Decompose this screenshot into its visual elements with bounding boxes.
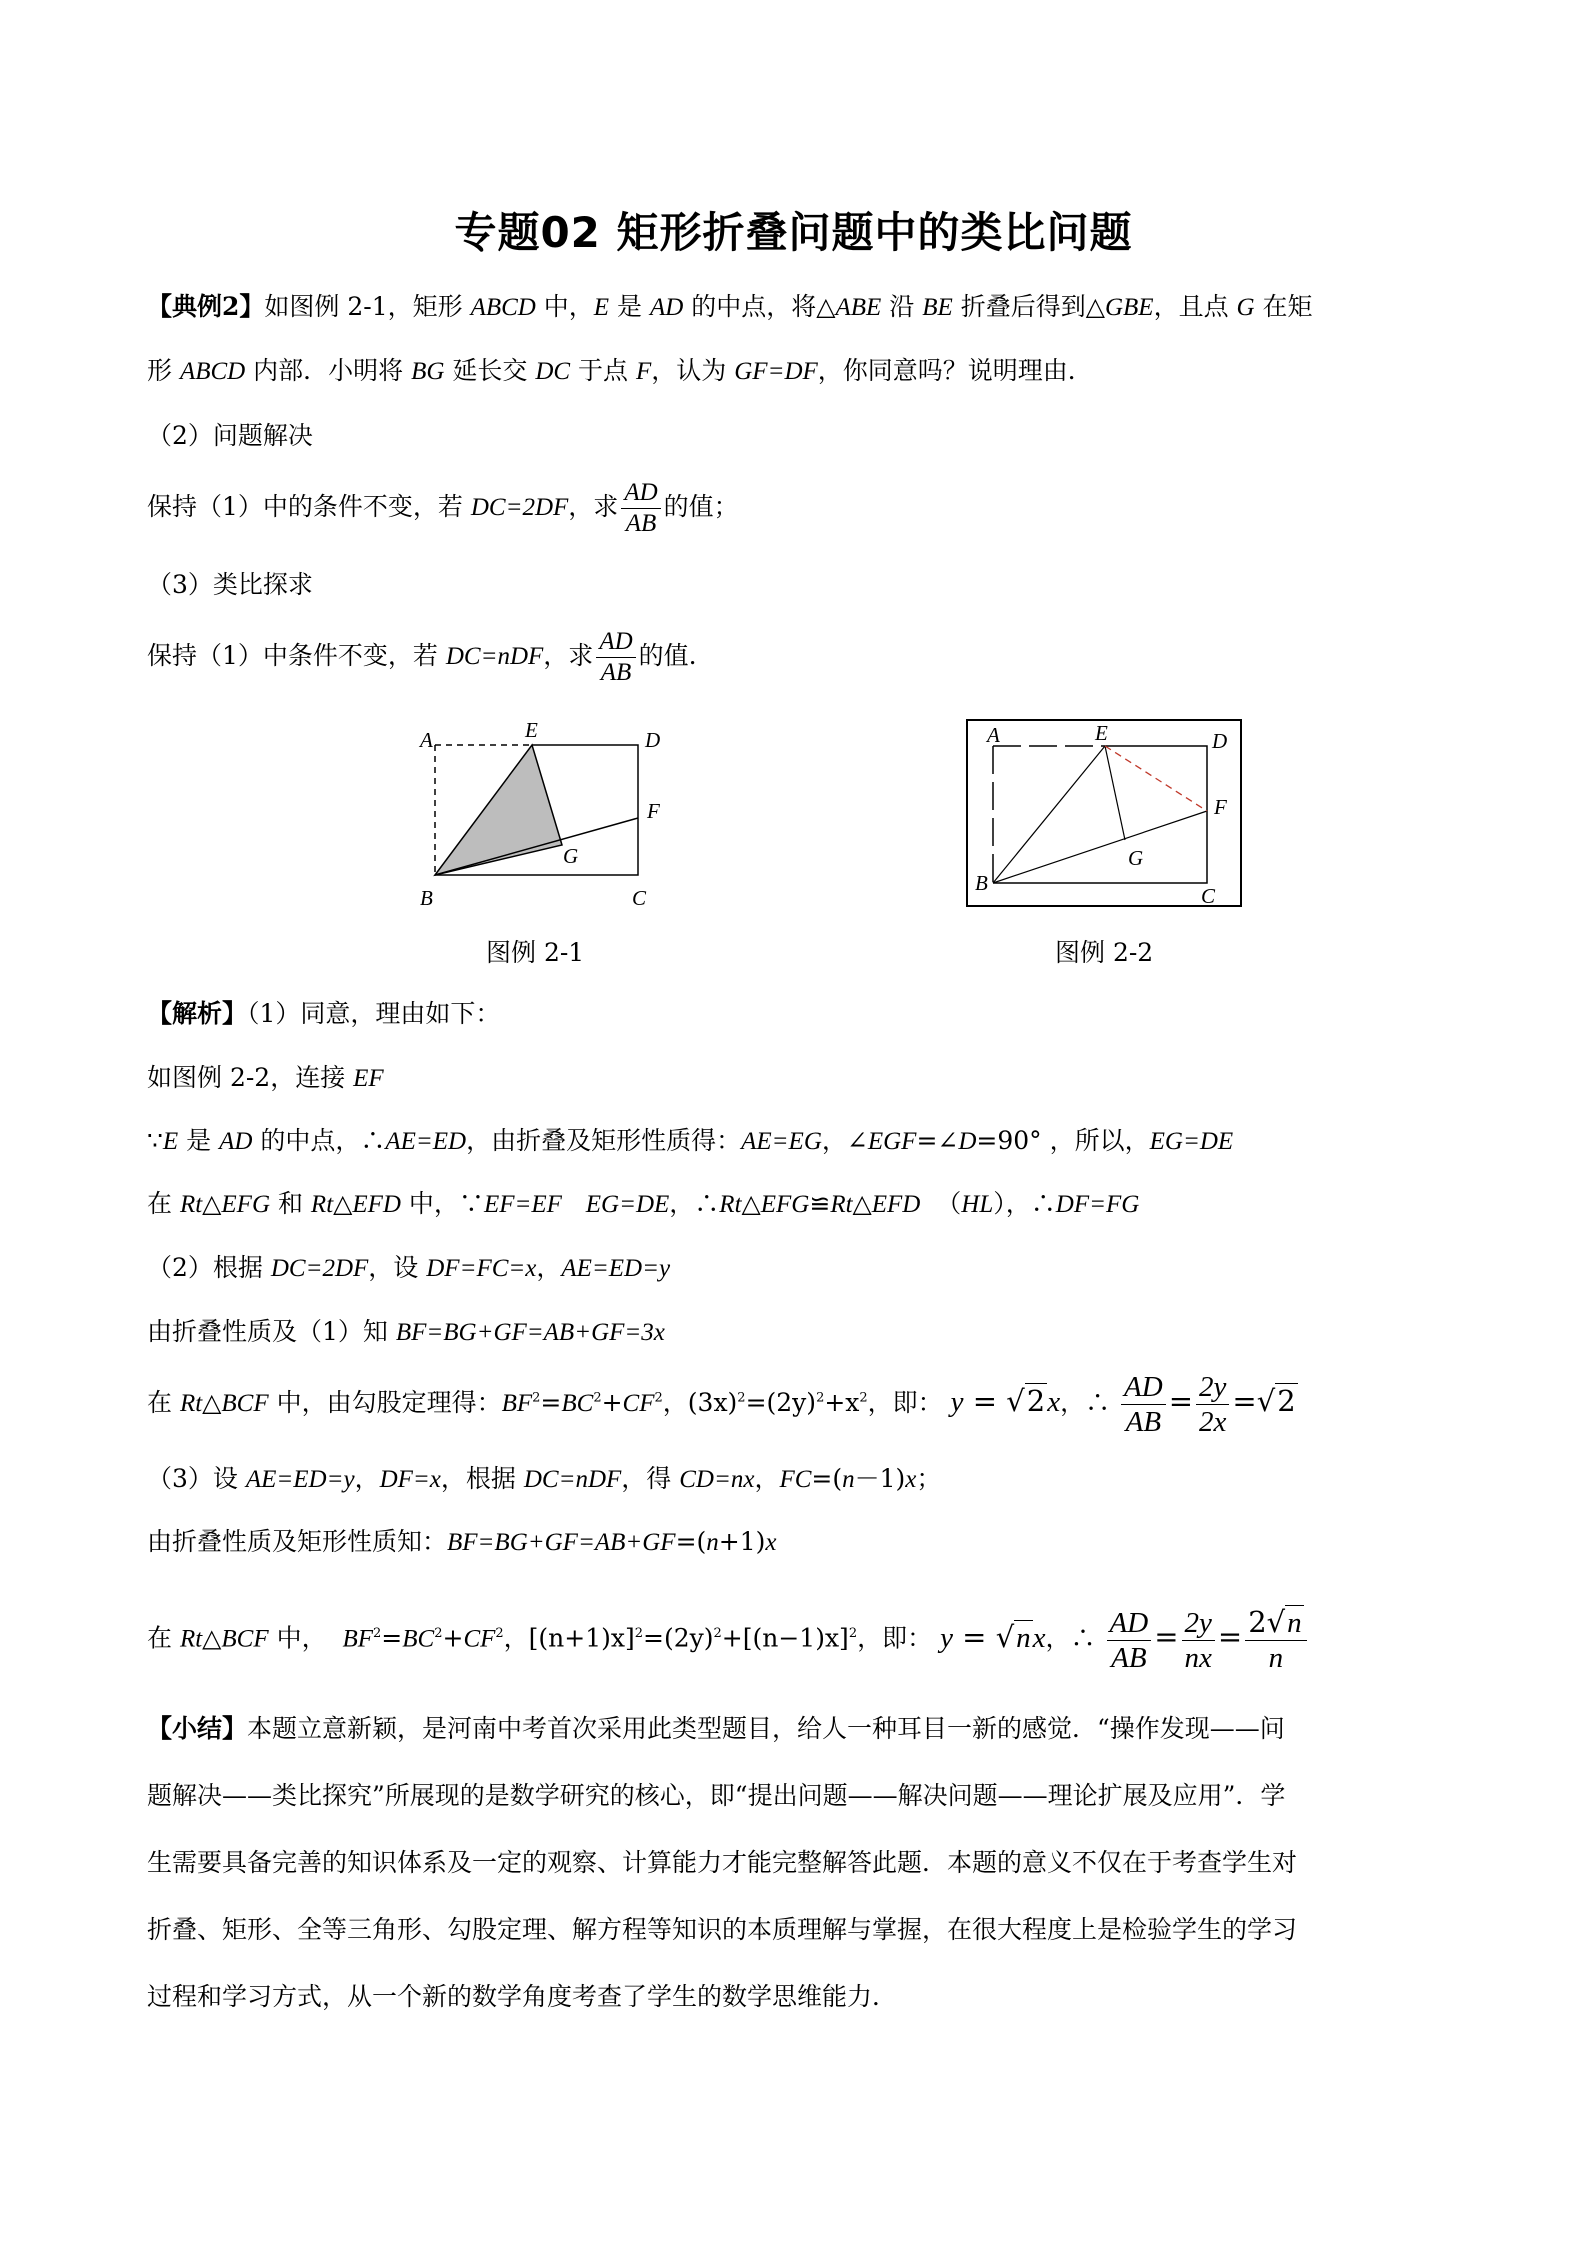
math: E <box>593 294 610 321</box>
text: 2 <box>1248 1605 1267 1639</box>
math: D <box>958 1128 977 1155</box>
denominator: AB <box>1111 1641 1147 1674</box>
text: +[(n−1)x] <box>721 1623 849 1653</box>
superscript: 2 <box>737 1390 746 1406</box>
text: ，[(n+1)x] <box>503 1623 635 1653</box>
numerator: AD <box>621 478 660 509</box>
math: BE <box>922 294 953 321</box>
text: ，认为 <box>651 356 735 385</box>
text: 的中点，将△ <box>683 292 836 321</box>
text: = <box>963 1384 1007 1418</box>
text: ， <box>754 1464 780 1493</box>
label-e: E <box>1095 721 1108 745</box>
math: Rt <box>179 1191 203 1218</box>
math: x <box>905 1466 917 1493</box>
math: AE=ED=y <box>561 1255 671 1282</box>
math: EF <box>353 1065 384 1092</box>
text: +x <box>824 1388 860 1417</box>
superscript: 2 <box>654 1390 663 1406</box>
text: △ <box>852 1189 872 1218</box>
text: 的中点，∴ <box>252 1126 386 1155</box>
line-eg <box>1105 746 1125 840</box>
label-g: G <box>563 844 579 868</box>
superscript: 2 <box>532 1390 541 1406</box>
label-a: A <box>420 728 433 752</box>
superscript: 2 <box>495 1626 504 1642</box>
text: = <box>381 1623 403 1653</box>
fraction <box>1107 1606 1152 1675</box>
math: ABE <box>835 294 882 321</box>
denominator: AB <box>1125 1406 1162 1438</box>
label-d: D <box>1212 729 1228 753</box>
text: + <box>442 1623 464 1653</box>
math: FC <box>779 1466 812 1493</box>
label-f: F <box>647 799 660 823</box>
math: ABCD <box>179 358 246 385</box>
text: = <box>1168 1384 1194 1418</box>
solution-line-1 <box>147 997 500 1031</box>
superscript: 2 <box>434 1626 443 1642</box>
text: ，求 <box>543 641 594 670</box>
math: EFG <box>221 1191 271 1218</box>
text: 延长交 <box>444 356 536 385</box>
math: E <box>162 1128 179 1155</box>
sqrt: √2 <box>1256 1384 1296 1418</box>
text: ，∴ <box>669 1189 720 1218</box>
numerator: AD <box>1107 1606 1152 1641</box>
math: Rt <box>719 1191 742 1218</box>
solution-line-8 <box>147 1462 941 1497</box>
text: =(2y) <box>745 1388 817 1417</box>
text: （2）根据 <box>147 1253 271 1282</box>
label-e: E <box>525 718 538 742</box>
part2-heading: （2）问题解决 <box>147 421 313 450</box>
summary-line-1 <box>147 1712 1285 1746</box>
text: =(2y) <box>643 1623 714 1653</box>
math: EFD <box>352 1191 401 1218</box>
math: CF <box>622 1390 655 1417</box>
math: BG <box>411 358 445 385</box>
label-b: B <box>420 886 433 910</box>
text: +1) <box>718 1527 766 1556</box>
math: DC=2DF <box>470 494 569 521</box>
solution-line-7 <box>147 1370 1298 1439</box>
numerator: 2y <box>1196 1370 1229 1405</box>
radicand: n <box>1287 1607 1302 1639</box>
text: = <box>1217 1619 1243 1654</box>
math: BF <box>501 1390 533 1417</box>
summary-tag: 【小结】 <box>147 1714 248 1743</box>
math: EFD <box>871 1191 921 1218</box>
text: （3）设 <box>147 1464 246 1493</box>
text: + <box>601 1388 623 1417</box>
math: EFG <box>760 1191 810 1218</box>
text: 如图例 2-1，矩形 <box>264 292 471 321</box>
text <box>562 1189 586 1218</box>
math: AE=ED=y <box>245 1466 355 1493</box>
math: GBE <box>1104 294 1154 321</box>
fraction <box>1196 1370 1229 1439</box>
dashed-ef <box>1105 746 1207 811</box>
math: CD=nx <box>679 1466 755 1493</box>
equation-y <box>940 1620 1045 1654</box>
fraction <box>621 478 660 539</box>
summary-line-4: 折叠、矩形、全等三角形、勾股定理、解方程等知识的本质理解与掌握，在很大程度上是检验学生的学习 <box>147 1915 1298 1944</box>
math: n <box>706 1529 719 1556</box>
math: CF <box>463 1625 496 1653</box>
math: BF=BG+GF=AB+GF <box>447 1529 676 1556</box>
part3-question <box>147 627 697 688</box>
math: HL <box>961 1191 994 1218</box>
text: 在矩 <box>1254 292 1313 321</box>
fraction <box>1121 1370 1166 1439</box>
summary-line-3: 生需要具备完善的知识体系及一定的观察、计算能力才能完整解答此题．本题的意义不仅在于考查学生对 <box>147 1848 1298 1877</box>
superscript: 2 <box>859 1390 868 1406</box>
text: ，根据 <box>440 1464 524 1493</box>
sqrt: √2 <box>1006 1384 1046 1418</box>
text: =90° ，所以， <box>976 1126 1150 1155</box>
radicand: 2 <box>1026 1384 1046 1418</box>
math: EG=DE <box>585 1191 670 1218</box>
figure-2-1-caption: 图例 2-1 <box>486 938 585 967</box>
text: ， <box>536 1253 562 1282</box>
part3-heading: （3）类比探求 <box>147 570 313 599</box>
text: ，且点 <box>1153 292 1237 321</box>
text: 在 <box>147 1623 180 1653</box>
text: －1) <box>854 1464 906 1493</box>
example-tag: 【典例2】 <box>147 292 265 321</box>
text: ，你同意吗？说明理由． <box>817 356 1093 385</box>
math: BCF <box>221 1390 269 1417</box>
denominator: n <box>1268 1642 1284 1674</box>
math: AD <box>219 1128 253 1155</box>
line-bf <box>993 811 1207 883</box>
math: AE=ED <box>385 1128 467 1155</box>
math: Rt <box>830 1191 853 1218</box>
text: ， <box>354 1464 380 1493</box>
radicand: n <box>1016 1621 1031 1654</box>
superscript: 2 <box>713 1626 722 1642</box>
math: ABCD <box>470 294 536 321</box>
numerator: AD <box>1121 1370 1166 1405</box>
text: 中， <box>268 1623 343 1653</box>
text: ，∠ <box>821 1126 868 1155</box>
figure-2-2 <box>965 718 1245 913</box>
radicand: 2 <box>1277 1384 1296 1418</box>
text: （1）同意，理由如下： <box>247 999 501 1028</box>
text: =( <box>675 1527 707 1556</box>
text: 中，由勾股定理得： <box>268 1388 502 1417</box>
math: DC=nDF <box>445 643 544 670</box>
text: 由折叠性质及（1）知 <box>147 1317 396 1346</box>
solution-tag: 【解析】 <box>147 999 248 1028</box>
text: 形 <box>147 356 180 385</box>
text: ； <box>916 1464 942 1493</box>
math: DC=2DF <box>270 1255 369 1282</box>
label-f: F <box>1214 795 1227 819</box>
example-line-2 <box>147 354 1093 389</box>
math: BC <box>402 1625 435 1653</box>
summary-line-2: 题解决——类比探究”所展现的是数学研究的核心，即“提出问题——解决问题——理论扩展及应用”．学 <box>147 1781 1286 1810</box>
label-d: D <box>645 728 661 752</box>
text: 中， <box>535 292 594 321</box>
label-c: C <box>632 886 647 910</box>
math: G <box>1236 294 1255 321</box>
summary-line-5: 过程和学习方式，从一个新的数学角度考查了学生的数学思维能力． <box>147 1982 898 2011</box>
text: 是 <box>178 1126 220 1155</box>
math: Rt <box>310 1191 334 1218</box>
superscript: 2 <box>373 1626 382 1642</box>
math: Rt <box>179 1390 203 1417</box>
fraction <box>1245 1605 1306 1675</box>
text: ，∴ <box>1060 1388 1111 1417</box>
math: BF=BG+GF=AB+GF=3x <box>395 1319 665 1346</box>
denominator: 2x <box>1199 1406 1227 1438</box>
page-title: 专题02 矩形折叠问题中的类比问题 <box>454 208 1133 257</box>
text: =∠ <box>916 1126 959 1155</box>
text: ≌ <box>809 1189 831 1218</box>
math: y <box>950 1386 964 1418</box>
math: Rt <box>179 1625 203 1653</box>
text: 在 <box>147 1388 180 1417</box>
numerator: AD <box>596 627 635 658</box>
text: ，求 <box>568 492 619 521</box>
superscript: 2 <box>634 1626 644 1642</box>
text: △ <box>202 1623 222 1653</box>
text: 保持（1）中条件不变，若 <box>147 641 446 670</box>
text: = <box>1232 1384 1257 1418</box>
label-a: A <box>987 723 1000 747</box>
solution-line-6 <box>147 1315 665 1350</box>
math: DF=FG <box>1055 1191 1140 1218</box>
denominator: AB <box>625 510 657 537</box>
math: BF <box>342 1625 374 1653</box>
text: △ <box>202 1189 222 1218</box>
math: x <box>765 1529 777 1556</box>
label-g: G <box>1128 846 1144 870</box>
text: 折叠后得到△ <box>952 292 1105 321</box>
math: EG=DE <box>1149 1128 1234 1155</box>
text: △ <box>333 1189 353 1218</box>
text: ∵ <box>147 1126 163 1155</box>
text: 保持（1）中的条件不变，若 <box>147 492 471 521</box>
text: ，即： <box>867 1388 943 1417</box>
label-c: C <box>1201 884 1216 908</box>
math: n <box>842 1466 855 1493</box>
numerator <box>1245 1605 1306 1641</box>
text: 中，∵ <box>400 1189 484 1218</box>
text: （ <box>920 1189 962 1218</box>
text: △ <box>202 1388 222 1417</box>
solution-line-10 <box>147 1605 1310 1675</box>
math: GF=DF <box>734 358 818 385</box>
math: EGF <box>867 1128 917 1155</box>
equation-y <box>951 1384 1060 1418</box>
math: DF=FC=x <box>426 1255 537 1282</box>
sqrt: √n <box>1266 1605 1302 1639</box>
text: ，得 <box>621 1464 680 1493</box>
math: DC=nDF <box>523 1466 622 1493</box>
superscript: 2 <box>593 1390 602 1406</box>
math: BCF <box>221 1625 269 1653</box>
superscript: 2 <box>848 1626 858 1642</box>
text: 的值. <box>638 641 697 670</box>
math: EF=EF <box>483 1191 562 1218</box>
solution-line-5 <box>147 1251 670 1286</box>
text: = <box>1154 1619 1179 1654</box>
text: ，即： <box>857 1623 933 1653</box>
numerator: 2y <box>1182 1606 1215 1641</box>
text: 在 <box>147 1189 180 1218</box>
part2-question <box>147 478 739 539</box>
text: 和 <box>270 1189 311 1218</box>
denominator: AB <box>600 659 632 686</box>
rect-edges <box>993 746 1207 883</box>
denominator: nx <box>1184 1641 1212 1674</box>
text: 如图例 2-2，连接 <box>147 1063 354 1092</box>
fraction <box>596 627 635 688</box>
math: F <box>636 358 652 385</box>
math: DF=x <box>379 1466 441 1493</box>
text: = <box>540 1388 562 1417</box>
text: ，由折叠及矩形性质得： <box>466 1126 742 1155</box>
superscript: 2 <box>816 1390 825 1406</box>
text: 由折叠性质及矩形性质知： <box>147 1527 448 1556</box>
text: 是 <box>609 292 650 321</box>
text: = <box>952 1619 996 1654</box>
math: AE=EG <box>741 1128 822 1155</box>
solution-line-3 <box>147 1124 1233 1159</box>
text: 的值； <box>663 492 739 521</box>
label-b: B <box>975 871 988 895</box>
solution-line-9 <box>147 1525 776 1560</box>
text: ，(3x) <box>662 1388 738 1417</box>
fraction <box>1182 1606 1215 1675</box>
figure-2-1 <box>400 715 680 925</box>
figure-2-2-caption: 图例 2-2 <box>1055 938 1154 967</box>
text: △ <box>741 1189 761 1218</box>
text: ，∴ <box>1045 1623 1096 1653</box>
solution-line-4 <box>147 1187 1139 1222</box>
sqrt: √n <box>995 1619 1031 1654</box>
math: DC <box>535 358 571 385</box>
math: AD <box>649 294 684 321</box>
example-line-1 <box>147 290 1313 325</box>
text: ），∴ <box>993 1189 1056 1218</box>
text: 本题立意新颖，是河南中考首次采用此类型题目，给人一种耳目一新的感觉．“操作发现——问 <box>247 1714 1285 1743</box>
line-be <box>993 746 1105 883</box>
text: =( <box>811 1464 843 1493</box>
math: BC <box>561 1390 594 1417</box>
text: ，设 <box>368 1253 427 1282</box>
math: x <box>1032 1621 1046 1654</box>
text: 内部．小明将 <box>245 356 412 385</box>
text: 于点 <box>570 356 637 385</box>
math: y <box>940 1621 953 1654</box>
solution-line-2 <box>147 1061 384 1096</box>
text: 沿 <box>881 292 923 321</box>
math: x <box>1047 1386 1061 1418</box>
shaded-triangle <box>435 745 562 875</box>
